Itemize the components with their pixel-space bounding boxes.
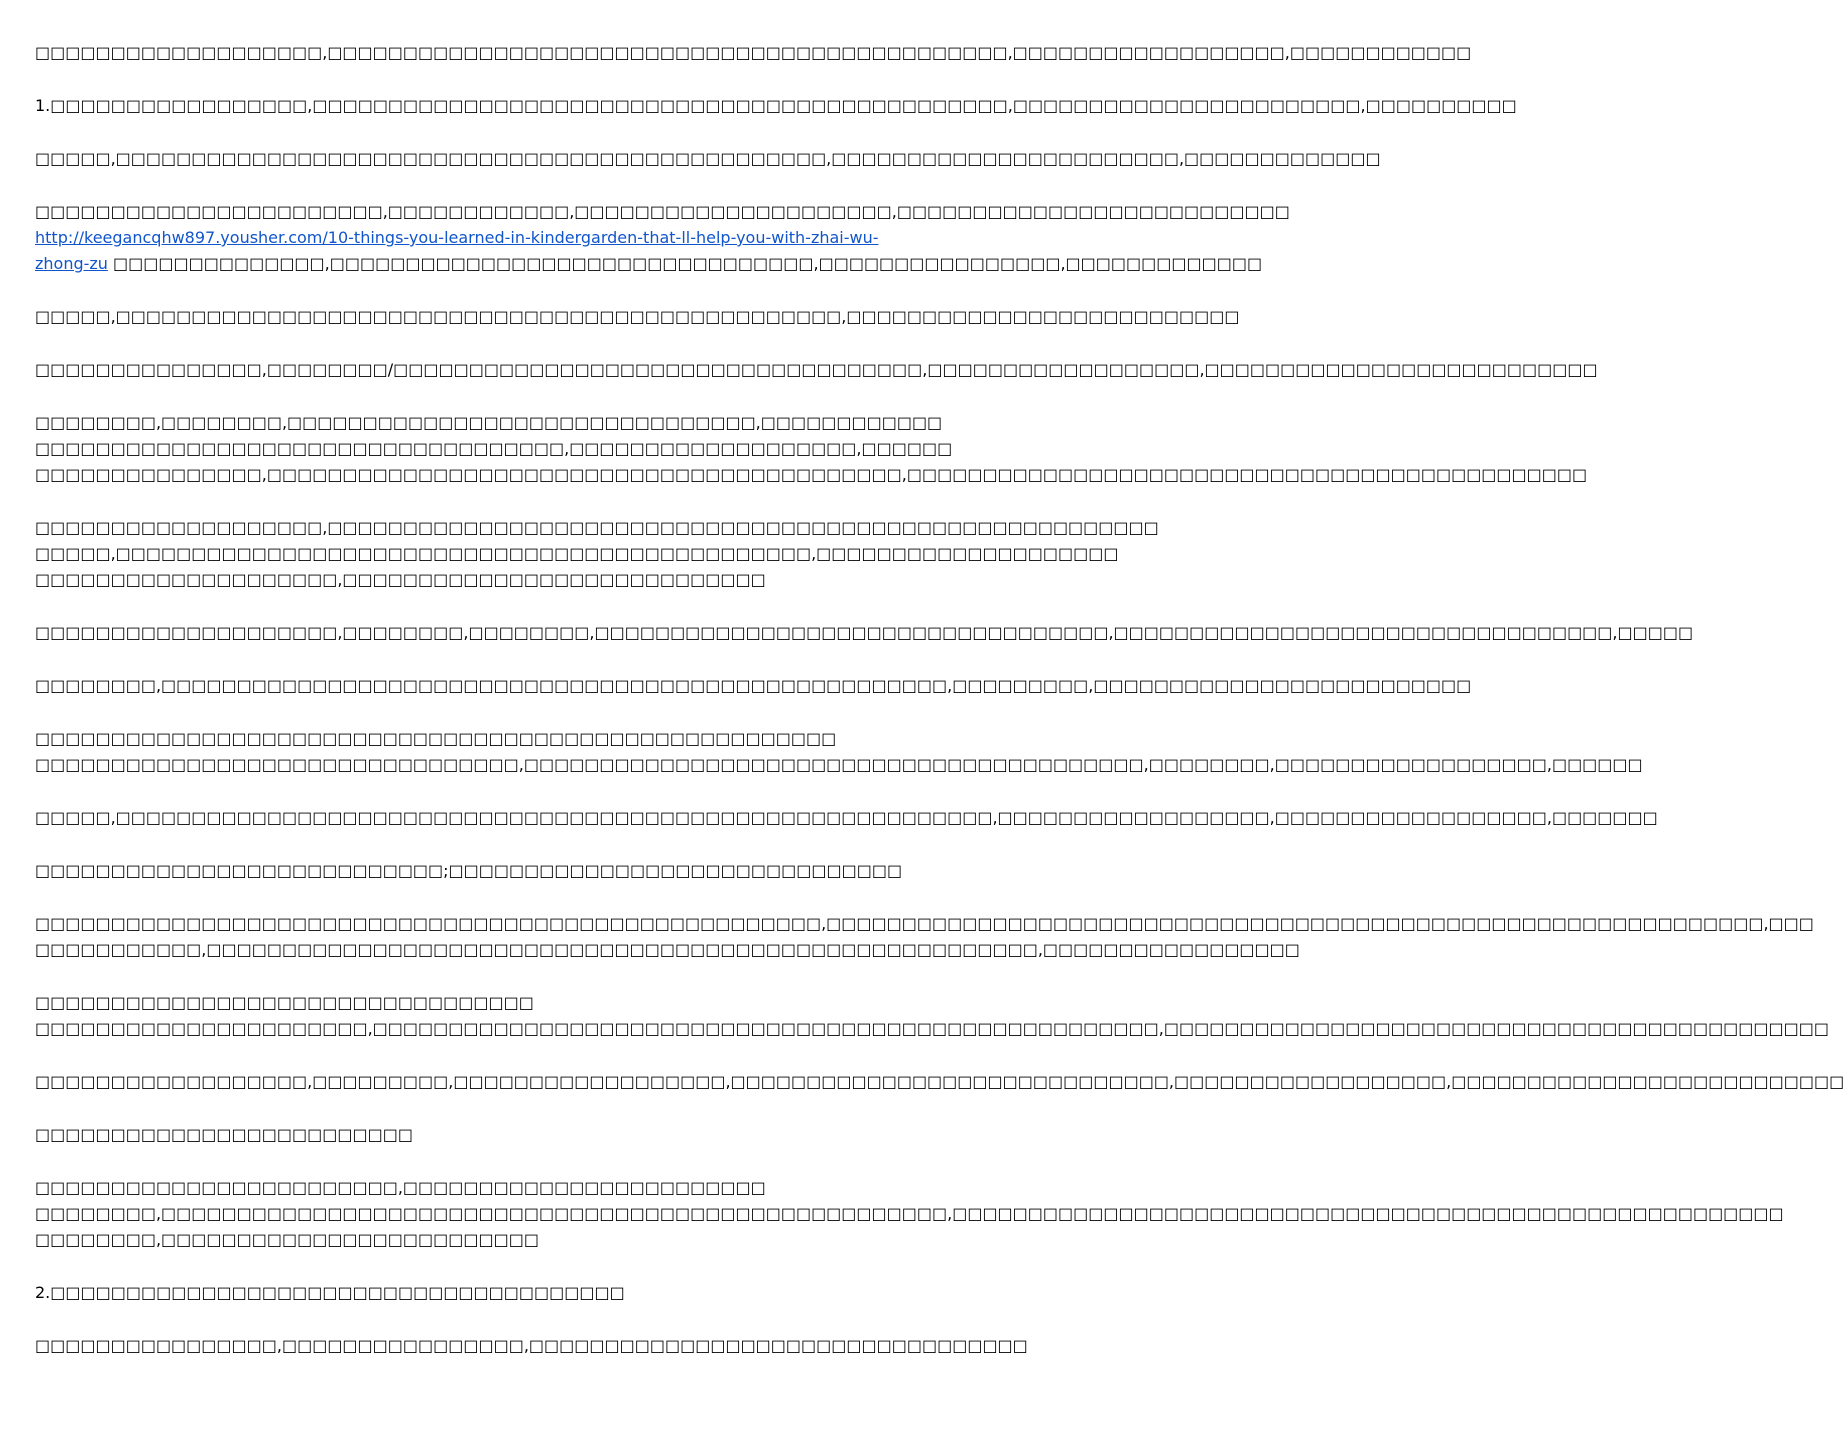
line-text: □□□□□□□□□□□□□□□,□□□□□□□□/□□□□□□□□□□□□□□□□□□□□□□□□□□□□□□□□□□□,□□□□□□□□□□□□□□□□□□,□□□□□□□□□□□□□□□□□□□□□□□□□□ bbox=[35, 360, 1598, 379]
text-line bbox=[35, 911, 1814, 937]
line-text: □□□□□□□□□□□□□□□□□□□,□□□□□□□□□□□□□□□□□□□□□□□□□□□□□□□□□□□□□□□□□□□□□,□□□□□□□□□□□□□□□□□□,□□□□□□□□□□□□ bbox=[35, 43, 1472, 62]
text-line bbox=[35, 1280, 990, 1306]
paragraph bbox=[35, 93, 1517, 119]
line-text: □□□□□□□□,□□□□□□□□□□□□□□□□□□□□□□□□□□□□□□□□□□□□□□□□□□□□□□□□□□□□,□□□□□□□□□□□□□□□□□□□□□□□□□□□□□□□□□□□□□□□□□□□□□□□□□□□□□□□ bbox=[35, 1204, 1784, 1223]
line-text: □□□□□□□□□□□□□□□,□□□□□□□□□□□□□□□□□□□□□□□□□□□□□□□□□□□□□□□□□□,□□□□□□□□□□□□□□□□□□□□□□□□□□□□□□□□□□□□□□□□□□□□□ bbox=[35, 465, 1588, 484]
line-text: □□□□□□□□□□□□□□□□□□□□,□□□□□□□□□□□□□□□□□□□□□□□□□□□□ bbox=[35, 570, 766, 589]
text-line bbox=[35, 1069, 1844, 1095]
line-text: □□□□□□□□□□□□□□□□□□□□□□□□,□□□□□□□□□□□□□□□□□□□□□□□□ bbox=[35, 1178, 766, 1197]
line-text: □□□□□□□□□□□□□□,□□□□□□□□□□□□□□□□□□□□□□□□□□□□□□□□,□□□□□□□□□□□□□□□□,□□□□□□□□□□□□□ bbox=[107, 254, 1263, 273]
text-line bbox=[35, 199, 1290, 225]
paragraph bbox=[35, 1175, 1784, 1253]
paragraph bbox=[35, 199, 1290, 277]
line-text: □□□□□□□□□□□□□□□□□□□□□□□□□ bbox=[35, 1125, 413, 1144]
paragraph bbox=[35, 726, 1643, 778]
line-text: □□□□□□□□□□□□□□□□□□□□□□□□□□□□□□□□□□□□□□□□□□□□□□□□□□□□,□□□□□□□□□□□□□□□□□□□□□□□□□□□□□□□□□□□□□□□□□□□□□□□□□□□□□□□□□□□□□□,□□□ bbox=[35, 914, 1814, 933]
line-text: □□□□□□□□,□□□□□□□□□□□□□□□□□□□□□□□□□□□□□□□□□□□□□□□□□□□□□□□□□□□□,□□□□□□□□□,□□□□□□□□□□□□□□□□□□□□□□□□□ bbox=[35, 676, 1472, 695]
paragraph bbox=[35, 805, 1658, 831]
line-text: 2.□□□□□□□□□□□□□□□□□□□□□□□□□□□□□□□□□□□□□□ bbox=[35, 1283, 625, 1302]
paragraph bbox=[35, 515, 1159, 593]
text-line bbox=[35, 990, 990, 1016]
paragraph bbox=[35, 146, 1381, 172]
text-line bbox=[35, 410, 990, 436]
text-line bbox=[35, 567, 990, 593]
text-line bbox=[35, 93, 1517, 119]
article-link[interactable]: http://keegancqhw897.yousher.com/10-things-you-learned-in-kindergarden-that-ll-help-you-with-zhai-wu- bbox=[35, 228, 879, 247]
text-line bbox=[35, 462, 1588, 488]
paragraph bbox=[35, 673, 1472, 699]
text-line bbox=[35, 752, 1643, 778]
paragraph bbox=[35, 40, 1472, 66]
text-line bbox=[35, 1333, 1028, 1359]
text-line bbox=[35, 251, 1263, 277]
paragraph bbox=[35, 357, 1598, 383]
text-line bbox=[35, 146, 1381, 172]
line-text: □□□□□□□□□□□□□□□□□□□□□□□□□□□□□□□□□□□,□□□□□□□□□□□□□□□□□□□,□□□□□□ bbox=[35, 439, 953, 458]
paragraph bbox=[35, 620, 1694, 646]
paragraph bbox=[35, 1333, 1028, 1359]
line-text: □□□□□□□□□□□□□□□□□□□□,□□□□□□□□,□□□□□□□□,□□□□□□□□□□□□□□□□□□□□□□□□□□□□□□□□□□,□□□□□□□□□□□□□□□□□□□□□□□□□□□□□□□□□,□□□□□ bbox=[35, 623, 1694, 642]
document-body bbox=[35, 40, 1844, 1386]
paragraph bbox=[35, 1280, 990, 1306]
line-text: □□□□□□□□□□□□□□□□□□□□□□□□□□□□□□□□□□□□□□□□□□□□□□□□□□□□□ bbox=[35, 729, 837, 748]
line-text: □□□□□,□□□□□□□□□□□□□□□□□□□□□□□□□□□□□□□□□□□□□□□□□□□□□□□□□□□□□□□□□□,□□□□□□□□□□□□□□□□□□,□□□□□□□□□□□□□□□□□□,□□□□□□□ bbox=[35, 808, 1658, 827]
line-text: □□□□□□□□□□□,□□□□□□□□□□□□□□□□□□□□□□□□□□□□□□□□□□□□□□□□□□□□□□□□□□□□□□□,□□□□□□□□□□□□□□□□□ bbox=[35, 940, 1300, 959]
line-text: □□□□□,□□□□□□□□□□□□□□□□□□□□□□□□□□□□□□□□□□□□□□□□□□□□□□□□,□□□□□□□□□□□□□□□□□□□□□□□□□□ bbox=[35, 307, 1240, 326]
text-line bbox=[35, 858, 990, 884]
paragraph bbox=[35, 858, 990, 884]
paragraph bbox=[35, 410, 1588, 488]
text-line bbox=[35, 1227, 990, 1253]
article-link[interactable]: zhong-zu bbox=[35, 254, 108, 273]
line-text: □□□□□□□□□□□□□□□□□□□□□□□□□□□;□□□□□□□□□□□□□□□□□□□□□□□□□□□□□□ bbox=[35, 861, 903, 880]
text-line bbox=[35, 436, 990, 462]
line-text: □□□□□□□□□□□□□□□□,□□□□□□□□□□□□□□□□,□□□□□□□□□□□□□□□□□□□□□□□□□□□□□□□□□ bbox=[35, 1336, 1028, 1355]
text-line bbox=[35, 805, 1658, 831]
paragraph bbox=[35, 304, 1240, 330]
text-line bbox=[35, 225, 990, 251]
line-text: □□□□□□□□□□□□□□□□□□,□□□□□□□□□,□□□□□□□□□□□□□□□□□□,□□□□□□□□□□□□□□□□□□□□□□□□□□□□□,□□□□□□□□□□□□□□□□□□,□□□□□□□□□□□□□□□□□□□□□□□□□□ bbox=[35, 1072, 1844, 1091]
text-line bbox=[35, 620, 1694, 646]
line-text: □□□□□□□□□□□□□□□□□□□□□□□□□□□□□□□□,□□□□□□□□□□□□□□□□□□□□□□□□□□□□□□□□□□□□□□□□□,□□□□□□□□,□□□□□□□□□□□□□□□□□□,□□□□□□ bbox=[35, 755, 1643, 774]
text-line bbox=[35, 1175, 990, 1201]
text-line bbox=[35, 40, 1472, 66]
text-line bbox=[35, 937, 1300, 963]
text-line bbox=[35, 726, 990, 752]
text-line bbox=[35, 1016, 1829, 1042]
line-text: □□□□□□□□□□□□□□□□□□□□□□,□□□□□□□□□□□□□□□□□□□□□□□□□□□□□□□□□□□□□□□□□□□□□□□□□□□□,□□□□□□□□□□□□□□□□□□□□□□□□□□□□□□□□□□□□□□□□□□□□ bbox=[35, 1019, 1829, 1038]
text-line bbox=[35, 1122, 990, 1148]
paragraph bbox=[35, 1069, 1844, 1095]
text-line bbox=[35, 1201, 1784, 1227]
line-text: □□□□□□□□,□□□□□□□□,□□□□□□□□□□□□□□□□□□□□□□□□□□□□□□□,□□□□□□□□□□□□ bbox=[35, 413, 943, 432]
line-text: □□□□□□□□□□□□□□□□□□□□□□□□□□□□□□□□□ bbox=[35, 993, 534, 1012]
line-text: □□□□□,□□□□□□□□□□□□□□□□□□□□□□□□□□□□□□□□□□□□□□□□□□□□□□,□□□□□□□□□□□□□□□□□□□□ bbox=[35, 544, 1119, 563]
paragraph bbox=[35, 990, 1829, 1042]
line-text: □□□□□□□□,□□□□□□□□□□□□□□□□□□□□□□□□□ bbox=[35, 1230, 539, 1249]
text-line bbox=[35, 357, 1598, 383]
text-line bbox=[35, 673, 1472, 699]
text-line bbox=[35, 304, 1240, 330]
paragraph bbox=[35, 1122, 990, 1148]
line-text: 1.□□□□□□□□□□□□□□□□□,□□□□□□□□□□□□□□□□□□□□□□□□□□□□□□□□□□□□□□□□□□□□□□,□□□□□□□□□□□□□□□□□□□□□□□,□□□□□□□□□□ bbox=[35, 96, 1517, 115]
line-text: □□□□□□□□□□□□□□□□□□□□□□□,□□□□□□□□□□□□,□□□□□□□□□□□□□□□□□□□□□,□□□□□□□□□□□□□□□□□□□□□□□□□□ bbox=[35, 202, 1290, 221]
text-line bbox=[35, 541, 1119, 567]
line-text: □□□□□□□□□□□□□□□□□□□,□□□□□□□□□□□□□□□□□□□□□□□□□□□□□□□□□□□□□□□□□□□□□□□□□□□□□□□ bbox=[35, 518, 1159, 537]
paragraph bbox=[35, 911, 1814, 963]
line-text: □□□□□,□□□□□□□□□□□□□□□□□□□□□□□□□□□□□□□□□□□□□□□□□□□□□□□,□□□□□□□□□□□□□□□□□□□□□□□,□□□□□□□□□□□□□ bbox=[35, 149, 1381, 168]
text-line bbox=[35, 515, 1159, 541]
